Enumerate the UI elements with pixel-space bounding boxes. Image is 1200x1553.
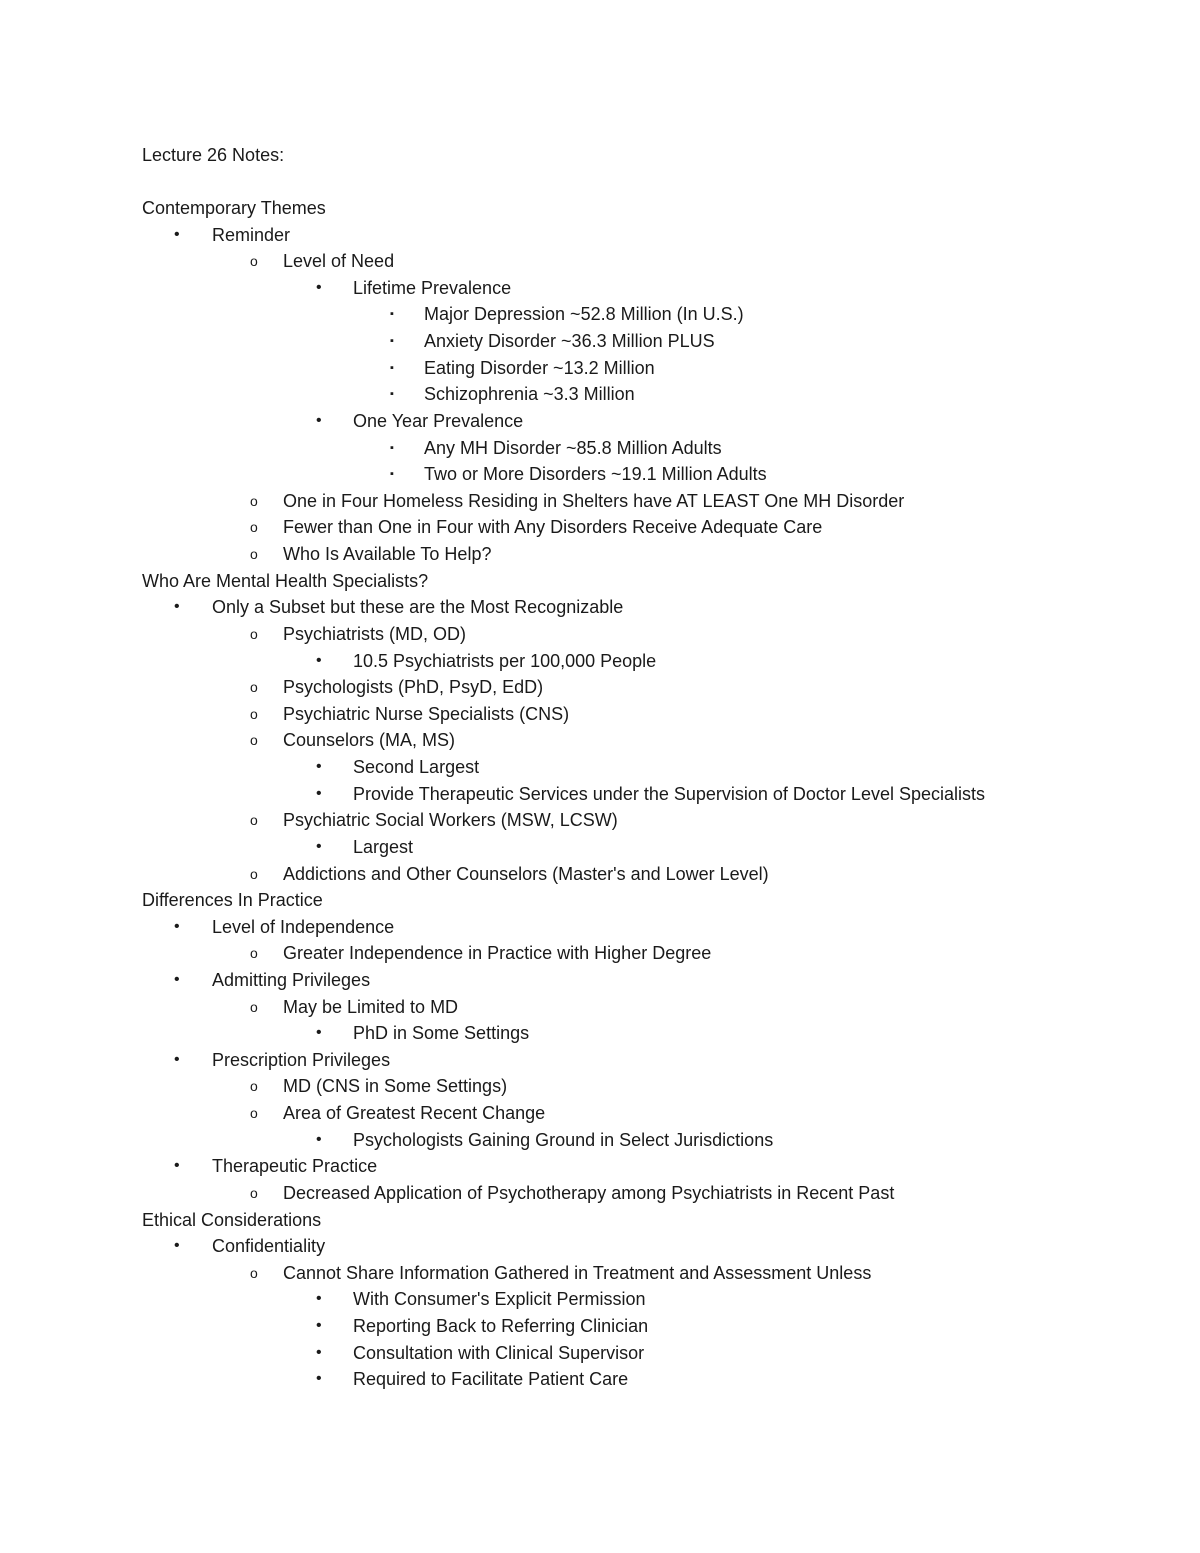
line-text: Cannot Share Information Gathered in Treatment and Assessment Unless: [283, 1262, 872, 1283]
bullet-marker: o: [250, 1105, 258, 1122]
bullet-marker: •: [316, 1024, 322, 1042]
bullet-marker: •: [316, 1370, 322, 1388]
line-text: One Year Prevalence: [353, 410, 524, 431]
bullet-marker: •: [174, 1050, 180, 1068]
line-text: With Consumer's Explicit Permission: [353, 1289, 646, 1310]
line-text: Required to Facilitate Patient Care: [353, 1369, 629, 1390]
line-text: One in Four Homeless Residing in Shelters have AT LEAST One MH Disorder: [283, 490, 905, 511]
line-text: Psychiatrists (MD, OD): [283, 623, 467, 644]
line-text: Psychiatric Social Workers (MSW, LCSW): [283, 810, 618, 831]
bullet-marker: •: [174, 225, 180, 243]
line-text: Any MH Disorder ~85.8 Million Adults: [424, 437, 722, 458]
bullet-marker: •: [316, 1130, 322, 1148]
line-text: Decreased Application of Psychotherapy among Psychiatrists in Recent Past: [283, 1182, 895, 1203]
bullet-marker: o: [250, 546, 258, 563]
bullet-marker: o: [250, 1078, 258, 1095]
line-text: Counselors (MA, MS): [283, 730, 456, 751]
bullet-marker: ▪: [390, 468, 394, 481]
bullet-marker: o: [250, 1184, 258, 1201]
line-text: Admitting Privileges: [212, 969, 371, 990]
line-text: Largest: [353, 836, 414, 857]
line-text: 10.5 Psychiatrists per 100,000 People: [353, 650, 657, 671]
line-text: Ethical Considerations: [142, 1209, 322, 1230]
line-text: Consultation with Clinical Supervisor: [353, 1342, 645, 1363]
bullet-marker: •: [316, 1343, 322, 1361]
line-text: Level of Independence: [212, 916, 395, 937]
bullet-marker: •: [316, 1317, 322, 1335]
line-text: Level of Need: [283, 251, 395, 272]
bullet-marker: ▪: [390, 335, 394, 348]
line-text: Therapeutic Practice: [212, 1156, 378, 1177]
bullet-marker: •: [174, 598, 180, 616]
bullet-marker: ▪: [390, 361, 394, 374]
bullet-marker: o: [250, 492, 258, 509]
bullet-marker: •: [316, 758, 322, 776]
line-text: Confidentiality: [212, 1236, 326, 1257]
bullet-marker: ▪: [390, 441, 394, 454]
line-text: Greater Independence in Practice with Higher Degree: [283, 943, 712, 964]
bullet-marker: o: [250, 998, 258, 1015]
bullet-marker: o: [250, 945, 258, 962]
line-text: Fewer than One in Four with Any Disorders Receive Adequate Care: [283, 517, 823, 538]
bullet-marker: ▪: [390, 388, 394, 401]
bullet-marker: ▪: [390, 308, 394, 321]
bullet-marker: o: [250, 625, 258, 642]
line-text: Second Largest: [353, 757, 480, 778]
line-text: Area of Greatest Recent Change: [283, 1103, 546, 1124]
bullet-marker: •: [316, 411, 322, 429]
line-text: Psychiatric Nurse Specialists (CNS): [283, 703, 570, 724]
bullet-marker: o: [250, 679, 258, 696]
bullet-marker: o: [250, 865, 258, 882]
line-text: Who Are Mental Health Specialists?: [142, 570, 429, 591]
line-text: Prescription Privileges: [212, 1049, 391, 1070]
line-text: Who Is Available To Help?: [283, 544, 492, 565]
line-text: Differences In Practice: [142, 890, 323, 911]
bullet-marker: •: [316, 837, 322, 855]
bullet-marker: •: [174, 917, 180, 935]
line-text: Anxiety Disorder ~36.3 Million PLUS: [424, 331, 715, 352]
bullet-marker: o: [250, 253, 258, 270]
bullet-marker: •: [316, 1290, 322, 1308]
bullet-marker: o: [250, 519, 258, 536]
bullet-marker: o: [250, 812, 258, 829]
bullet-marker: •: [316, 278, 322, 296]
line-text: Provide Therapeutic Services under the Supervision of Doctor Level Specialists: [353, 783, 985, 804]
document-title-text: Lecture 26 Notes:: [142, 145, 285, 165]
bullet-marker: •: [316, 784, 322, 802]
line-text: Reminder: [212, 224, 291, 245]
bullet-marker: o: [250, 1264, 258, 1281]
line-text: Two or More Disorders ~19.1 Million Adults: [424, 464, 767, 485]
line-text: Schizophrenia ~3.3 Million: [424, 384, 635, 405]
line-text: MD (CNS in Some Settings): [283, 1076, 508, 1097]
line-text: Psychologists Gaining Ground in Select Jurisdictions: [353, 1129, 774, 1150]
line-text: Addictions and Other Counselors (Master's and Lower Level): [283, 863, 769, 884]
bullet-marker: •: [174, 970, 180, 988]
line-text: Only a Subset but these are the Most Recognizable: [212, 597, 624, 618]
line-text: Major Depression ~52.8 Million (In U.S.): [424, 304, 744, 325]
line-text: Psychologists (PhD, PsyD, EdD): [283, 677, 544, 698]
line-text: Lifetime Prevalence: [353, 277, 512, 298]
bullet-marker: o: [250, 732, 258, 749]
line-text: Reporting Back to Referring Clinician: [353, 1316, 649, 1337]
bullet-marker: •: [174, 1157, 180, 1175]
line-text: Contemporary Themes: [142, 198, 326, 218]
line-text: May be Limited to MD: [283, 996, 459, 1017]
bullet-marker: o: [250, 705, 258, 722]
line-text: Eating Disorder ~13.2 Million: [424, 357, 655, 378]
bullet-marker: •: [174, 1237, 180, 1255]
bullet-marker: •: [316, 651, 322, 669]
line-text: PhD in Some Settings: [353, 1023, 530, 1044]
